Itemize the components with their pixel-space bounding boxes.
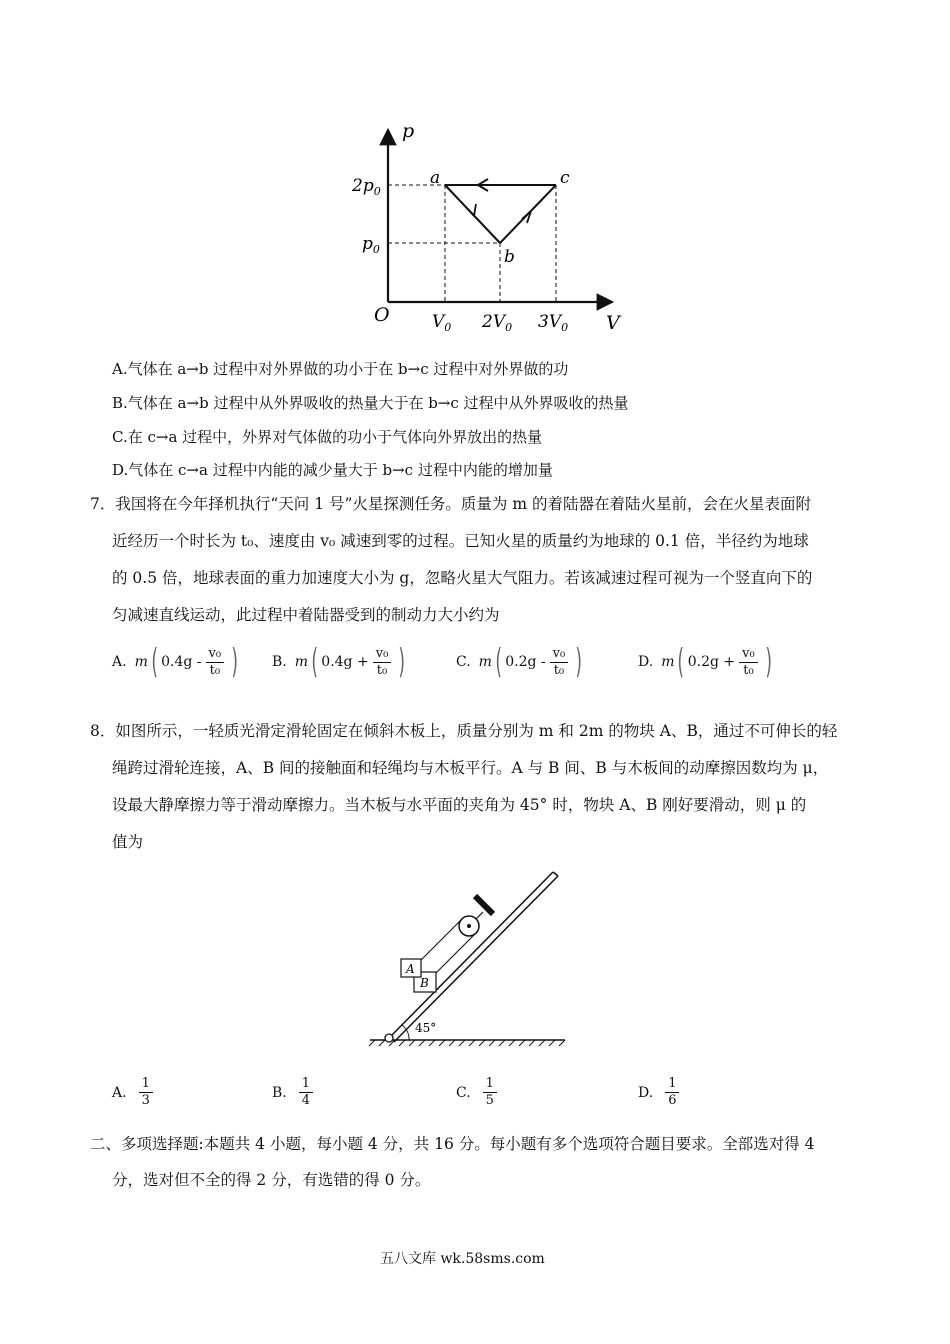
section2-line-2: 分，选对但不全的得 2 分，有选错的得 0 分。	[112, 1171, 431, 1189]
x-tick-3v0: $3V_0$	[538, 312, 569, 334]
q6-option-c: C.在 c→a 过程中，外界对气体做的功小于气体向外界放出的热量	[112, 428, 543, 446]
x-tick-2v0: $2V_0$	[482, 312, 513, 334]
q8-line-4: 值为	[112, 833, 144, 851]
q8-option-a: A. $\frac{1}{3}$	[112, 1076, 157, 1109]
hinge	[385, 1034, 393, 1042]
point-b: b	[504, 247, 515, 267]
q7-option-a: A. m ( 0.4g - $\frac{\text{v₀}}{\text{t₀}}$ )	[112, 642, 239, 682]
block-a-label: A	[406, 962, 415, 976]
point-c: c	[560, 168, 570, 188]
q7-line-3: 的 0.5 倍，地球表面的重力加速度大小为 g，忽略火星大气阻力。若该减速过程可视为一个竖直向下的	[112, 569, 813, 587]
q7-option-b: B. m ( 0.4g + $\frac{\text{v₀}}{\text{t₀}}$ )	[272, 642, 406, 682]
q6-option-a: A.气体在 a→b 过程中对外界做的功小于在 b→c 过程中对外界做的功	[112, 360, 569, 378]
q6-option-d: D.气体在 c→a 过程中内能的减少量大于 b→c 过程中内能的增加量	[112, 461, 553, 479]
q8-line-2: 绳跨过滑轮连接，A、B 间的接触面和轻绳均与木板平行。A 与 B 间、B 与木板间的动摩擦因数均为 μ，	[112, 759, 829, 777]
block-b-label: B	[420, 976, 429, 990]
x-tick-v0: $V_0$	[432, 312, 452, 334]
pv-diagram	[350, 115, 630, 340]
q8-line-3: 设最大静摩擦力等于滑动摩擦力。当木板与水平面的夹角为 45° 时，物块 A、B 刚好要滑动，则 μ 的	[112, 796, 807, 814]
q7-line-1: 7．我国将在今年择机执行“天问 1 号”火星探测任务。质量为 m 的着陆器在着陆火星前，会在火星表面附	[90, 495, 811, 513]
q8-option-d: D. $\frac{1}{6}$	[638, 1076, 683, 1109]
q6-option-b: B.气体在 a→b 过程中从外界吸收的热量大于在 b→c 过程中从外界吸收的热量	[112, 394, 629, 412]
q8-line-1: 8．如图所示，一轻质光滑定滑轮固定在倾斜木板上，质量分别为 m 和 2m 的物块 A、B，通过不可伸长的轻	[90, 722, 838, 740]
q8-option-b: B. $\frac{1}{4}$	[272, 1076, 317, 1109]
q7-option-d: D. m ( 0.2g + $\frac{\text{v₀}}{\text{t₀}}$ )	[638, 642, 772, 682]
point-a: a	[430, 168, 441, 188]
section2-line-1: 二、多项选择题:本题共 4 小题，每小题 4 分，共 16 分。每小题有多个选项符合题目要求。全部选对得 4	[90, 1135, 815, 1153]
q7-option-c: C. m ( 0.2g - $\frac{\text{v₀}}{\text{t₀}}$ )	[456, 642, 583, 682]
q7-line-4: 匀减速直线运动，此过程中着陆器受到的制动力大小约为	[112, 606, 500, 624]
axis-label-v: V	[606, 312, 620, 334]
y-tick-p0: $p_0$	[362, 234, 380, 256]
y-tick-2p0: $2p_0$	[352, 176, 381, 198]
axis-label-p: p	[402, 120, 415, 142]
origin-label: O	[374, 304, 390, 326]
angle-label: 45°	[415, 1021, 437, 1035]
q8-option-c: C. $\frac{1}{5}$	[456, 1076, 501, 1109]
incline-figure	[365, 860, 565, 1050]
q7-line-2: 近经历一个时长为 t₀、速度由 v₀ 减速到零的过程。已知火星的质量约为地球的 0.1 倍，半径约为地球	[112, 532, 809, 550]
footer-watermark: 五八文库 wk.58sms.com	[380, 1251, 545, 1267]
